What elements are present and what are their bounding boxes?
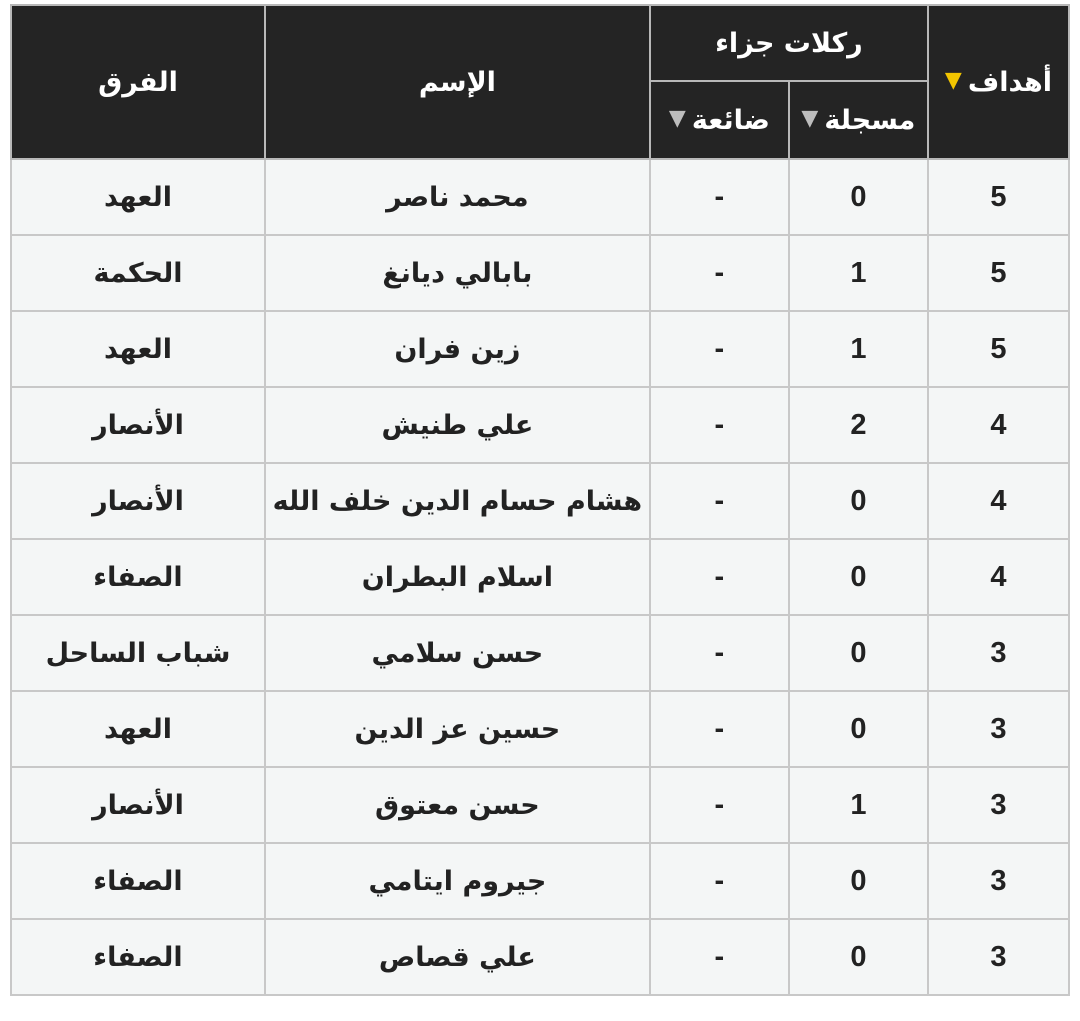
goals-cell: 3 — [928, 615, 1069, 691]
penalties-group-header: ركلات جزاء — [650, 5, 928, 81]
scored-cell: 0 — [789, 463, 928, 539]
team-column-header: الفرق — [11, 5, 265, 159]
table-row — [11, 691, 1069, 767]
goals-cell: 3 — [928, 919, 1069, 995]
player-name-cell: حسين عز الدين — [265, 691, 650, 767]
goals-cell: 5 — [928, 235, 1069, 311]
team-cell: شباب الساحل — [11, 615, 265, 691]
table-row — [11, 539, 1069, 615]
team-cell: العهد — [11, 311, 265, 387]
missed-cell: - — [650, 843, 789, 919]
missed-cell: - — [650, 919, 789, 995]
missed-cell: - — [650, 235, 789, 311]
scored-cell: 0 — [789, 159, 928, 235]
player-name-cell: علي طنيش — [265, 387, 650, 463]
goals-cell: 4 — [928, 463, 1069, 539]
scored-cell: 1 — [789, 767, 928, 843]
team-cell: الأنصار — [11, 387, 265, 463]
sort-icon[interactable]: ▼ — [668, 106, 686, 131]
team-cell: الصفاء — [11, 539, 265, 615]
name-column-header: الإسم — [265, 5, 650, 159]
team-cell: العهد — [11, 159, 265, 235]
goals-cell: 3 — [928, 767, 1069, 843]
player-name-cell: بابالي ديانغ — [265, 235, 650, 311]
player-name-cell: حسن سلامي — [265, 615, 650, 691]
scorers-table-container — [10, 4, 1070, 996]
team-cell: العهد — [11, 691, 265, 767]
table-row — [11, 235, 1069, 311]
missed-cell: - — [650, 463, 789, 539]
top-scorers-table — [10, 4, 1070, 996]
sort-icon[interactable]: ▼ — [801, 106, 819, 131]
scored-cell: 0 — [789, 615, 928, 691]
team-cell: الحكمة — [11, 235, 265, 311]
scored-cell: 0 — [789, 843, 928, 919]
table-row — [11, 463, 1069, 539]
player-name-cell: محمد ناصر — [265, 159, 650, 235]
table-row — [11, 767, 1069, 843]
missed-cell: - — [650, 311, 789, 387]
table-row — [11, 387, 1069, 463]
scored-cell: 2 — [789, 387, 928, 463]
missed-cell: - — [650, 387, 789, 463]
table-row — [11, 311, 1069, 387]
player-name-cell: علي قصاص — [265, 919, 650, 995]
table-row — [11, 919, 1069, 995]
table-row — [11, 159, 1069, 235]
missed-cell: - — [650, 159, 789, 235]
goals-cell: 3 — [928, 843, 1069, 919]
scored-header-label: مسجلة — [824, 105, 916, 136]
scored-cell: 0 — [789, 691, 928, 767]
sort-desc-icon[interactable]: ▼ — [944, 68, 962, 93]
scored-cell: 0 — [789, 539, 928, 615]
table-row — [11, 843, 1069, 919]
scored-cell: 1 — [789, 311, 928, 387]
goals-cell: 5 — [928, 311, 1069, 387]
team-cell: الصفاء — [11, 843, 265, 919]
goals-cell: 4 — [928, 539, 1069, 615]
player-name-cell: حسن معتوق — [265, 767, 650, 843]
missed-cell: - — [650, 539, 789, 615]
team-cell: الأنصار — [11, 767, 265, 843]
missed-cell: - — [650, 615, 789, 691]
goals-cell: 3 — [928, 691, 1069, 767]
scored-cell: 0 — [789, 919, 928, 995]
player-name-cell: زين فران — [265, 311, 650, 387]
missed-column-header[interactable] — [650, 81, 789, 159]
goals-cell: 4 — [928, 387, 1069, 463]
player-name-cell: هشام حسام الدين خلف الله — [265, 463, 650, 539]
missed-cell: - — [650, 691, 789, 767]
team-cell: الصفاء — [11, 919, 265, 995]
missed-header-label: ضائعة — [691, 105, 770, 136]
goals-cell: 5 — [928, 159, 1069, 235]
missed-cell: - — [650, 767, 789, 843]
player-name-cell: جيروم ايتامي — [265, 843, 650, 919]
scored-cell: 1 — [789, 235, 928, 311]
goals-column-header[interactable] — [928, 5, 1069, 159]
player-name-cell: اسلام البطران — [265, 539, 650, 615]
table-row — [11, 615, 1069, 691]
team-cell: الأنصار — [11, 463, 265, 539]
goals-header-label: أهداف — [967, 67, 1053, 98]
scored-column-header[interactable] — [789, 81, 928, 159]
